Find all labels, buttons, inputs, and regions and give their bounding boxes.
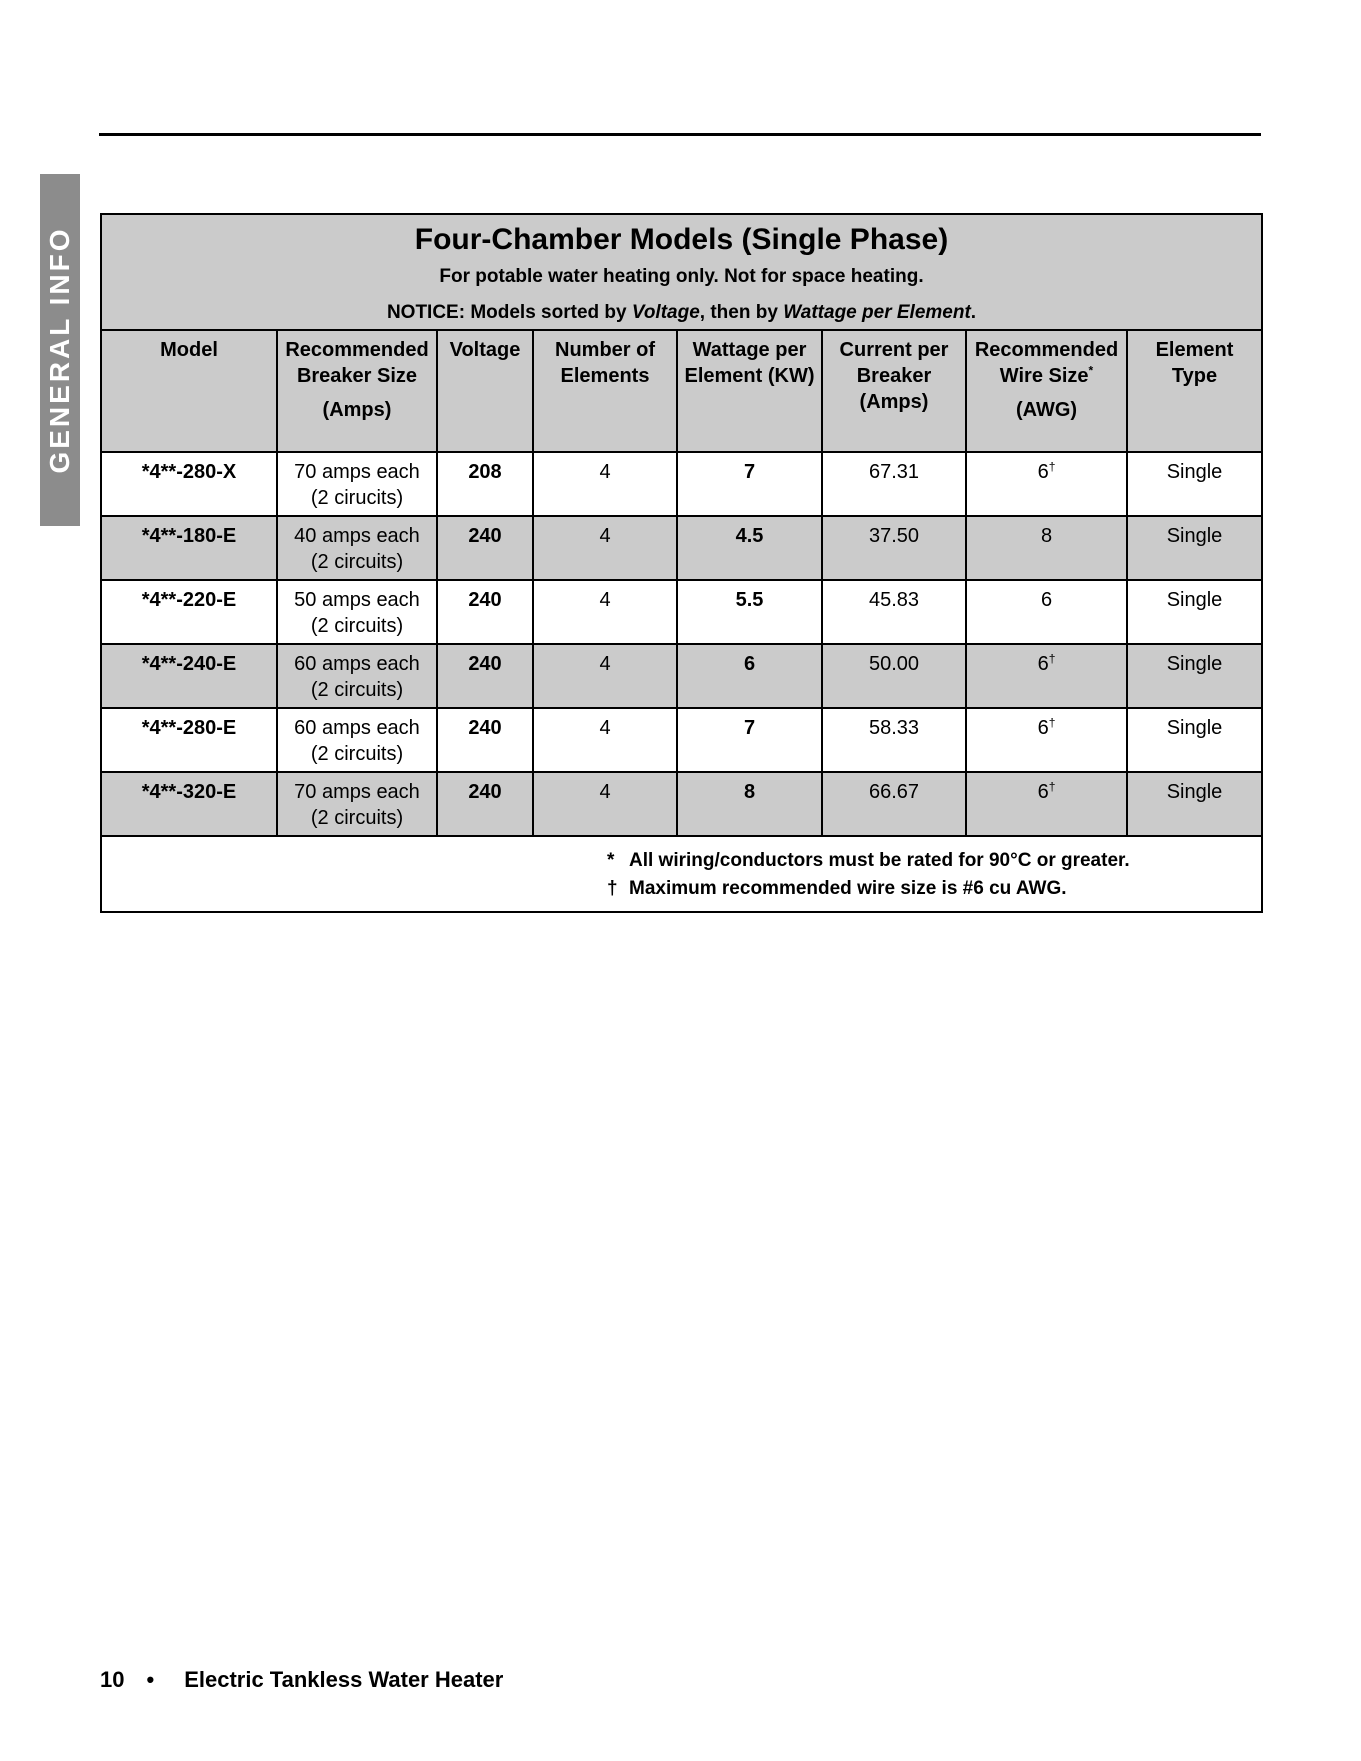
cell-element-type: Single [1127,772,1262,836]
cell-wattage: 5.5 [677,580,822,644]
cell-breaker: 50 amps each (2 circuits) [277,580,437,644]
cell-model: *4**-180-E [101,516,277,580]
table-row [101,452,1262,516]
header-element-type: Element Type [1127,330,1262,452]
cell-voltage: 208 [437,452,533,516]
header-elements: Number of Elements [533,330,677,452]
cell-elements: 4 [533,772,677,836]
header-model: Model [101,330,277,452]
cell-model: *4**-240-E [101,644,277,708]
table-title-block [101,214,1262,330]
document-title: Electric Tankless Water Heater [184,1667,504,1692]
cell-current: 67.31 [822,452,966,516]
table-footnotes [101,836,1262,912]
cell-wire-size: 6† [966,772,1127,836]
table-row [101,772,1262,836]
table-header-row [101,330,1262,452]
cell-voltage: 240 [437,516,533,580]
cell-current: 50.00 [822,644,966,708]
cell-element-type: Single [1127,708,1262,772]
header-wattage: Wattage per Element (KW) [677,330,822,452]
cell-voltage: 240 [437,772,533,836]
cell-wattage: 7 [677,452,822,516]
cell-breaker: 70 amps each (2 cirucits) [277,452,437,516]
cell-voltage: 240 [437,644,533,708]
cell-wattage: 8 [677,772,822,836]
section-tab [40,174,80,526]
cell-current: 66.67 [822,772,966,836]
header-voltage: Voltage [437,330,533,452]
cell-elements: 4 [533,516,677,580]
cell-elements: 4 [533,452,677,516]
cell-model: *4**-220-E [101,580,277,644]
cell-element-type: Single [1127,644,1262,708]
cell-current: 37.50 [822,516,966,580]
cell-element-type: Single [1127,516,1262,580]
cell-wattage: 7 [677,708,822,772]
footer-bullet: • [146,1667,155,1692]
header-current: Current per Breaker (Amps) [822,330,966,452]
cell-elements: 4 [533,708,677,772]
specification-table [100,213,1263,913]
cell-breaker: 60 amps each (2 circuits) [277,708,437,772]
cell-model: *4**-280-E [101,708,277,772]
header-breaker: Recommended Breaker Size (Amps) [277,330,437,452]
cell-breaker: 40 amps each (2 circuits) [277,516,437,580]
footnote: * All wiring/conductors must be rated for 90°C or greater. [607,850,1130,871]
cell-elements: 4 [533,580,677,644]
cell-wire-size: 6† [966,644,1127,708]
table-row [101,516,1262,580]
cell-current: 45.83 [822,580,966,644]
section-tab-label: GENERAL INFO [44,226,75,474]
page-footer [100,1667,503,1693]
cell-voltage: 240 [437,580,533,644]
cell-element-type: Single [1127,452,1262,516]
cell-wire-size: 6† [966,708,1127,772]
table-title: Four-Chamber Models (Single Phase) [414,223,949,256]
top-rule [99,133,1261,136]
cell-model: *4**-320-E [101,772,277,836]
cell-breaker: 60 amps each (2 circuits) [277,644,437,708]
page-number: 10 [100,1667,125,1692]
cell-breaker: 70 amps each (2 circuits) [277,772,437,836]
footnote: † Maximum recommended wire size is #6 cu AWG. [607,878,1067,899]
table-row [101,644,1262,708]
cell-wattage: 4.5 [677,516,822,580]
cell-current: 58.33 [822,708,966,772]
cell-model: *4**-280-X [101,452,277,516]
cell-wire-size: 6 [966,580,1127,644]
table-notice: NOTICE: Models sorted by Voltage, then by Wattage per Element. [386,302,977,323]
header-wire-size: Recommended Wire Size* (AWG) [966,330,1127,452]
cell-wire-size: 6† [966,452,1127,516]
cell-voltage: 240 [437,708,533,772]
cell-wire-size: 8 [966,516,1127,580]
cell-wattage: 6 [677,644,822,708]
cell-elements: 4 [533,644,677,708]
cell-element-type: Single [1127,580,1262,644]
table-row [101,580,1262,644]
table-subtitle: For potable water heating only. Not for space heating. [439,266,924,287]
table-row [101,708,1262,772]
